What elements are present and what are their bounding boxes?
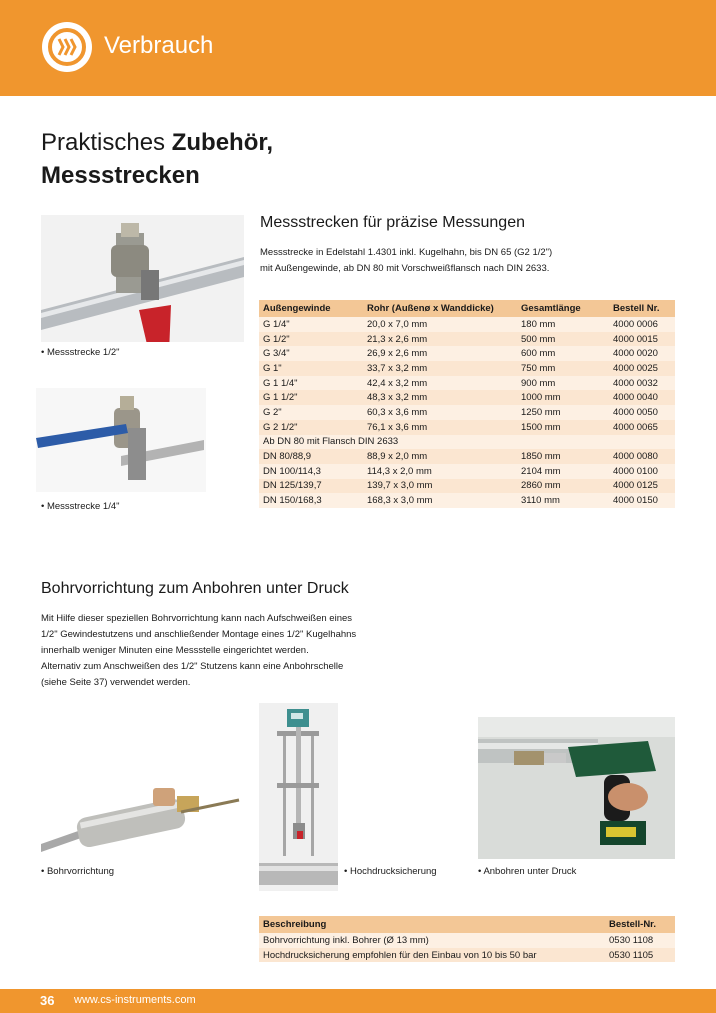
text-line: Alternativ zum Anschweißen des 1/2" Stutzens kann eine Anbohrschelle	[41, 661, 344, 672]
table-cell: 2860 mm	[517, 479, 609, 494]
caption-anbohren: • Anbohren unter Druck	[478, 866, 577, 877]
table-cell: 2104 mm	[517, 464, 609, 479]
page-title	[41, 126, 273, 192]
text-line: innerhalb weniger Minuten eine Messstelle eingerichtet werden.	[41, 645, 309, 656]
header-bestell-nr: Bestell-Nr.	[605, 916, 675, 933]
table-row	[259, 420, 675, 435]
anbohren-photo	[478, 717, 675, 859]
header-aussengewinde: Außengewinde	[259, 300, 363, 317]
messstrecken-heading: Messstrecken für präzise Messungen	[260, 214, 525, 231]
table-cell: 4000 0125	[609, 479, 675, 494]
table-cell: 60,3 x 3,6 mm	[363, 405, 517, 420]
table-row	[259, 479, 675, 494]
bohrvorrichtung-text	[41, 611, 356, 691]
table-cell: DN 125/139,7	[259, 479, 363, 494]
header-beschreibung: Beschreibung	[259, 916, 605, 933]
title-bold-1: Zubehör,	[171, 129, 274, 156]
table-row	[259, 464, 675, 479]
table-cell: 42,4 x 3,2 mm	[363, 376, 517, 391]
header-gesamtlaenge: Gesamtlänge	[517, 300, 609, 317]
bohrvorrichtung-photo	[41, 772, 241, 854]
table-row	[259, 405, 675, 420]
page-footer	[0, 989, 716, 1013]
table-cell: 1850 mm	[517, 449, 609, 464]
table-cell: G 3/4"	[259, 346, 363, 361]
page-header	[0, 0, 716, 96]
table-cell: 1000 mm	[517, 390, 609, 405]
table-cell: 4000 0006	[609, 317, 675, 332]
table-row	[259, 332, 675, 347]
table-cell: 180 mm	[517, 317, 609, 332]
table-cell: G 1/4"	[259, 317, 363, 332]
table-cell: G 2"	[259, 405, 363, 420]
title-regular: Praktisches	[41, 129, 172, 156]
table-cell: 4000 0040	[609, 390, 675, 405]
table-row	[259, 317, 675, 332]
table-row	[259, 346, 675, 361]
text-line: (siehe Seite 37) verwendet werden.	[41, 677, 191, 688]
table-cell: 76,1 x 3,6 mm	[363, 420, 517, 435]
table-cell: DN 80/88,9	[259, 449, 363, 464]
table-row	[259, 361, 675, 376]
table-cell: 4000 0065	[609, 420, 675, 435]
table-cell: 4000 0150	[609, 493, 675, 508]
table-cell: 33,7 x 3,2 mm	[363, 361, 517, 376]
flange-note: Ab DN 80 mit Flansch DIN 2633	[259, 435, 675, 450]
page-number: 36	[40, 993, 55, 1008]
table-row	[259, 948, 675, 963]
table-cell: G 1 1/2"	[259, 390, 363, 405]
table-row	[259, 493, 675, 508]
table-cell: 88,9 x 2,0 mm	[363, 449, 517, 464]
footer-url: www.cs-instruments.com	[74, 994, 196, 1006]
photo2-caption: • Messstrecke 1/4"	[41, 501, 120, 512]
table-row	[259, 390, 675, 405]
table-cell: 4000 0020	[609, 346, 675, 361]
table-cell: 4000 0015	[609, 332, 675, 347]
table-cell: 0530 1105	[605, 948, 675, 963]
text-line: Mit Hilfe dieser speziellen Bohrvorrichtung kann nach Aufschweißen eines	[41, 613, 353, 624]
table-row	[259, 376, 675, 391]
table-cell: DN 100/114,3	[259, 464, 363, 479]
caption-bohrvorrichtung: • Bohrvorrichtung	[41, 866, 115, 877]
text-line: 1/2" Gewindestutzens und anschließender Montage eines 1/2" Kugelhahns	[41, 629, 357, 640]
photo1-caption: • Messstrecke 1/2"	[41, 347, 120, 358]
table-cell: 3110 mm	[517, 493, 609, 508]
table-cell: 1500 mm	[517, 420, 609, 435]
table-cell: G 2 1/2"	[259, 420, 363, 435]
section-title: Verbrauch	[104, 32, 214, 59]
table-cell: 900 mm	[517, 376, 609, 391]
caption-hochdrucksicherung: • Hochdrucksicherung	[344, 866, 437, 877]
messstrecken-table	[259, 300, 675, 508]
table-cell: 26,9 x 2,6 mm	[363, 346, 517, 361]
table-row-flange-note	[259, 435, 675, 450]
table-cell: 21,3 x 2,6 mm	[363, 332, 517, 347]
cs-logo-icon	[42, 22, 92, 72]
bohrvorrichtung-heading: Bohrvorrichtung zum Anbohren unter Druck	[41, 580, 349, 597]
table-cell: Hochdrucksicherung empfohlen für den Einbau von 10 bis 50 bar	[259, 948, 605, 963]
table-cell: DN 150/168,3	[259, 493, 363, 508]
table-row	[259, 449, 675, 464]
bohrvorrichtung-table	[259, 916, 675, 962]
description-line: Messstrecke in Edelstahl 1.4301 inkl. Kugelhahn, bis DN 65 (G2 1/2")	[260, 247, 553, 258]
table-cell: 139,7 x 3,0 mm	[363, 479, 517, 494]
table-row	[259, 933, 675, 948]
title-bold-2: Messstrecken	[41, 162, 200, 189]
description-line: mit Außengewinde, ab DN 80 mit Vorschweißflansch nach DIN 2633.	[260, 263, 550, 274]
table-cell: Bohrvorrichtung inkl. Bohrer (Ø 13 mm)	[259, 933, 605, 948]
messstrecke-half-inch-photo	[41, 215, 244, 342]
table-cell: 600 mm	[517, 346, 609, 361]
messstrecke-quarter-inch-photo	[36, 388, 206, 492]
table-cell: G 1/2"	[259, 332, 363, 347]
header-bestell-nr: Bestell Nr.	[609, 300, 675, 317]
table-cell: 4000 0080	[609, 449, 675, 464]
table-cell: 1250 mm	[517, 405, 609, 420]
table-cell: 4000 0032	[609, 376, 675, 391]
table-cell: 4000 0025	[609, 361, 675, 376]
table-cell: 20,0 x 7,0 mm	[363, 317, 517, 332]
header-rohr: Rohr (Außenø x Wanddicke)	[363, 300, 517, 317]
table-cell: 114,3 x 2,0 mm	[363, 464, 517, 479]
table-cell: 48,3 x 3,2 mm	[363, 390, 517, 405]
table-header-row	[259, 916, 675, 933]
table-cell: 4000 0050	[609, 405, 675, 420]
table-cell: G 1 1/4"	[259, 376, 363, 391]
table-cell: 168,3 x 3,0 mm	[363, 493, 517, 508]
table-header-row	[259, 300, 675, 317]
table-cell: 4000 0100	[609, 464, 675, 479]
table-cell: 750 mm	[517, 361, 609, 376]
hochdrucksicherung-photo	[259, 703, 338, 891]
table-cell: 500 mm	[517, 332, 609, 347]
table-cell: 0530 1108	[605, 933, 675, 948]
messstrecken-description	[260, 245, 552, 277]
table-cell: G 1"	[259, 361, 363, 376]
